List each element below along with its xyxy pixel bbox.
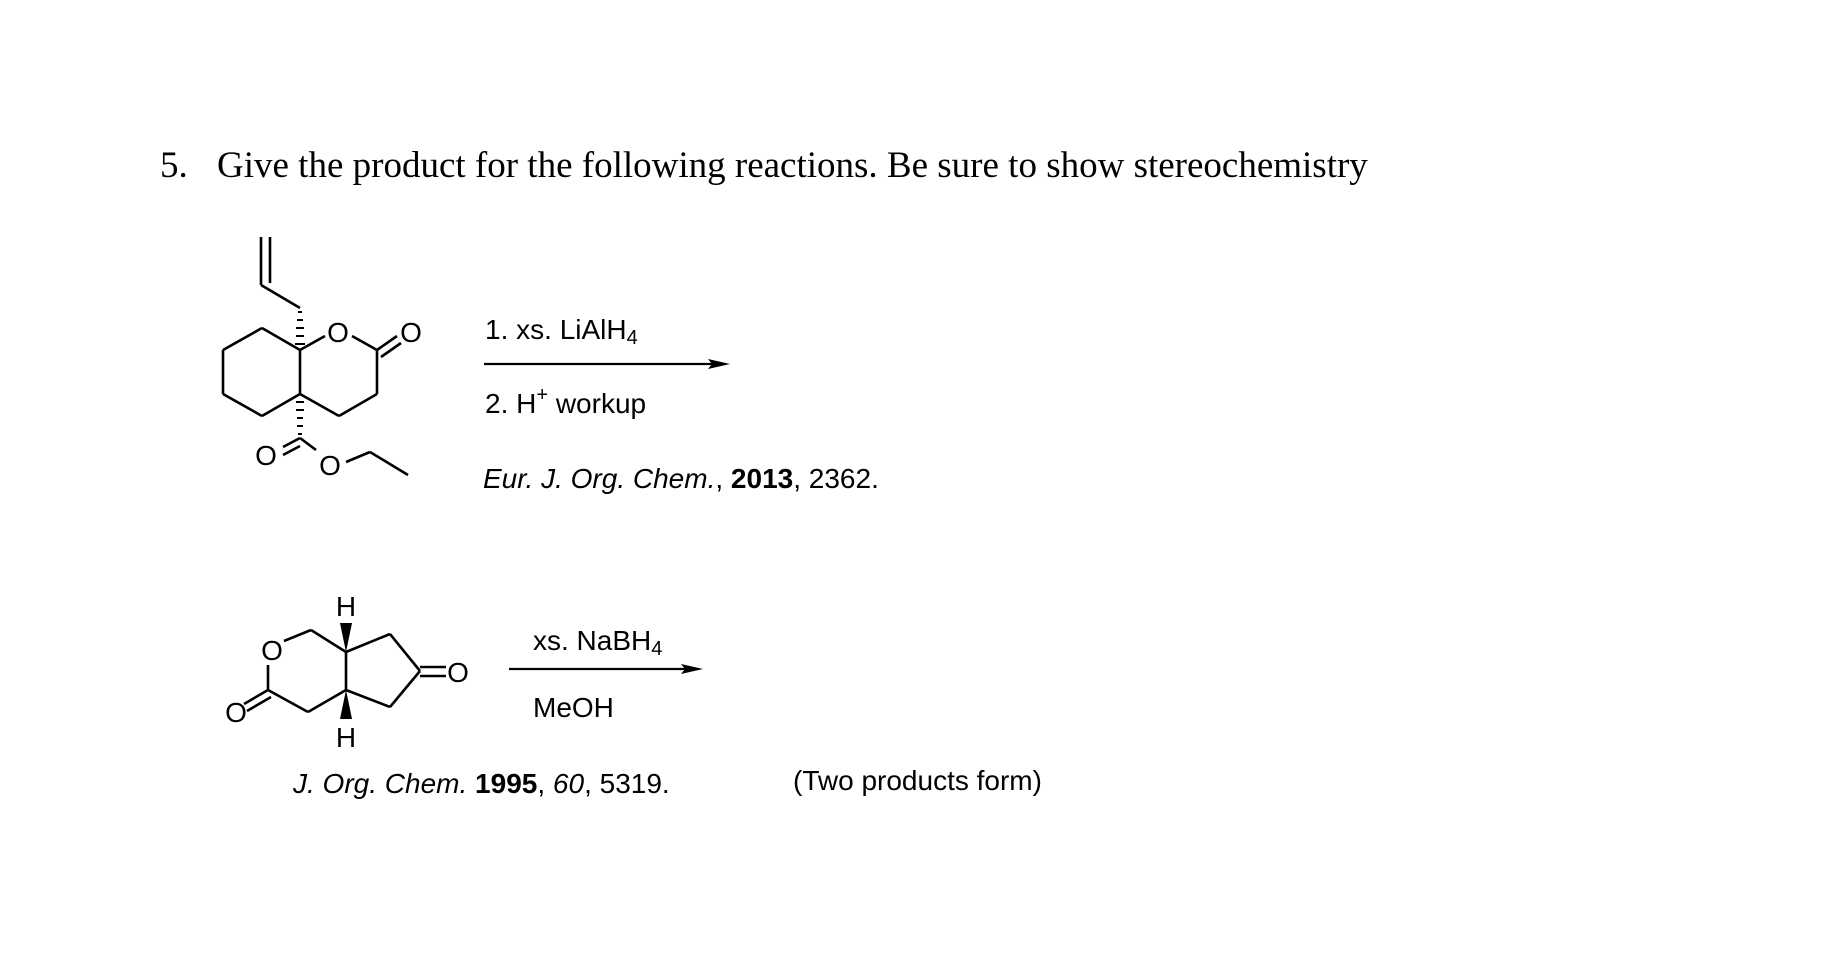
journal-name: J. Org. Chem. bbox=[293, 768, 468, 799]
reaction2-citation bbox=[293, 768, 670, 800]
ketone-oxygen: O bbox=[447, 657, 469, 688]
question-number: 5. bbox=[160, 145, 188, 186]
workup-suffix: workup bbox=[548, 388, 647, 419]
citation-volume: 60 bbox=[552, 768, 585, 799]
lactone-carbonyl-oxygen: O bbox=[225, 697, 247, 728]
wedge-bond-bottom bbox=[340, 690, 352, 719]
hydrogen-bottom: H bbox=[335, 722, 357, 753]
wedge-bond-top bbox=[340, 623, 352, 652]
hashed-wedge-bottom bbox=[296, 402, 304, 434]
citation-page: , 5319. bbox=[584, 768, 670, 799]
hydrogen-top: H bbox=[335, 591, 357, 622]
question-text: Give the product for the following reactions. Be sure to show stereochemistry bbox=[217, 145, 1368, 186]
ester-carbonyl-oxygen: O bbox=[255, 440, 277, 471]
subscript: 4 bbox=[626, 327, 638, 349]
carbonyl-oxygen: O bbox=[400, 317, 422, 348]
separator: , bbox=[537, 768, 553, 799]
ring-oxygen: O bbox=[327, 317, 349, 348]
reaction1-step2 bbox=[485, 384, 646, 420]
ring-oxygen: O bbox=[261, 635, 283, 666]
reaction2-arrow bbox=[509, 664, 703, 674]
reagent-nabh4: xs. NaBH bbox=[533, 625, 652, 656]
reaction2-reagent bbox=[533, 625, 662, 661]
subscript: 4 bbox=[651, 638, 663, 660]
two-products-note: (Two products form) bbox=[793, 765, 1042, 796]
journal-name: Eur. J. Org. Chem. bbox=[483, 463, 716, 494]
citation-page: , 2362. bbox=[793, 463, 879, 494]
reaction1-atoms bbox=[255, 317, 422, 481]
citation-year: 2013 bbox=[730, 463, 794, 494]
reagent-lialh4: 1. xs. LiAlH bbox=[485, 314, 627, 345]
separator: , bbox=[715, 463, 731, 494]
reaction1-structure bbox=[223, 237, 408, 475]
workup-prefix: 2. H bbox=[485, 388, 537, 419]
reaction1-step1 bbox=[485, 314, 638, 350]
ester-oxygen: O bbox=[319, 450, 341, 481]
hashed-wedge-top bbox=[295, 312, 305, 344]
separator bbox=[467, 768, 475, 799]
reaction1-citation bbox=[483, 463, 879, 495]
reaction1-arrow bbox=[484, 359, 730, 369]
citation-year: 1995 bbox=[475, 768, 538, 799]
reaction2-solvent: MeOH bbox=[533, 692, 614, 723]
superscript: + bbox=[536, 384, 549, 406]
